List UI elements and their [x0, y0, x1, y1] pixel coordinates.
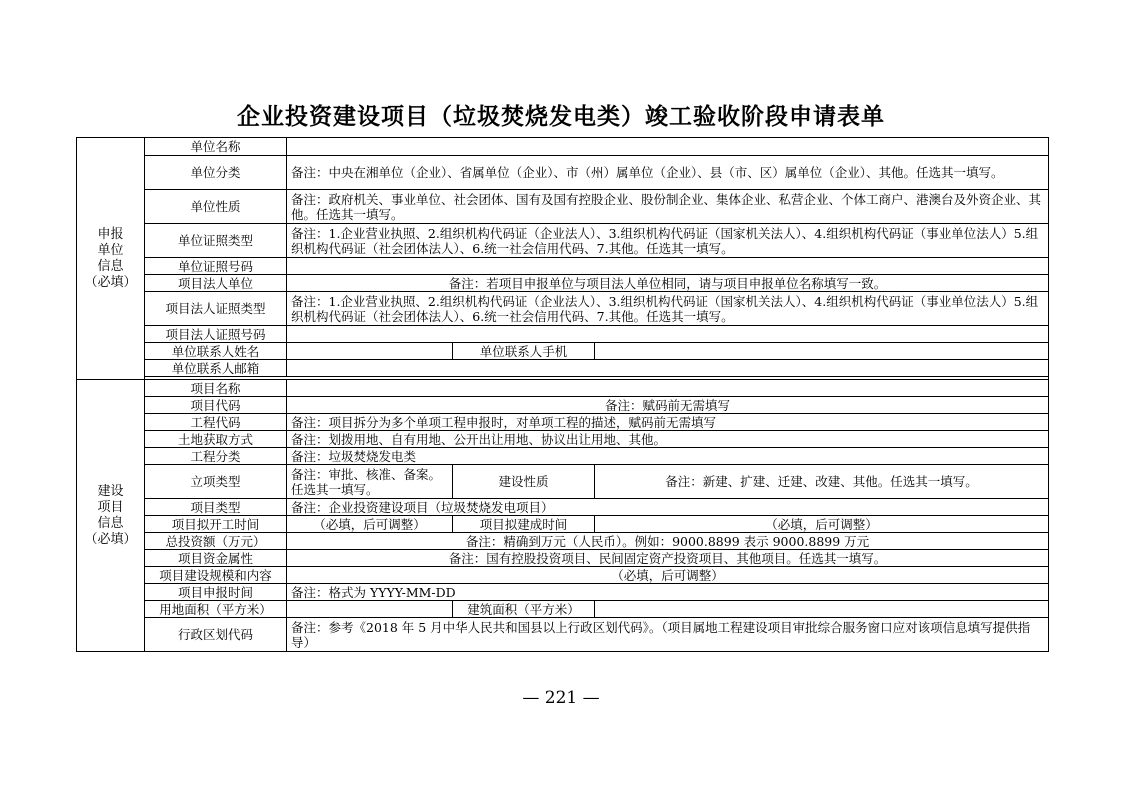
row-unit-nature	[77, 190, 1049, 224]
field-scale-content[interactable]: （必填，后可调整）	[287, 567, 1049, 584]
application-form-table	[76, 137, 1049, 652]
row-legal-unit	[77, 275, 1049, 292]
label-legal-cert-type: 项目法人证照类型	[145, 292, 287, 326]
label-unit-category: 单位分类	[145, 156, 287, 190]
label-unit-nature: 单位性质	[145, 190, 287, 224]
field-start-time[interactable]: （必填，后可调整）	[287, 516, 453, 533]
field-apply-time[interactable]: 备注：格式为 YYYY-MM-DD	[287, 584, 1049, 601]
field-land-area[interactable]	[287, 601, 453, 618]
label-unit-name: 单位名称	[145, 138, 287, 156]
row-unit-category	[77, 156, 1049, 190]
field-project-type[interactable]: 备注：企业投资建设项目（垃圾焚烧发电项目）	[287, 499, 1049, 516]
label-total-investment: 总投资额（万元）	[145, 533, 287, 550]
label-engineering-category: 工程分类	[145, 448, 287, 465]
row-start-time	[77, 516, 1049, 533]
section-applicant-line: 单位	[97, 242, 124, 258]
label-project-name: 项目名称	[145, 380, 287, 397]
section-project-line: 建设	[97, 483, 124, 499]
row-land-area	[77, 601, 1049, 618]
label-scale-content: 项目建设规模和内容	[145, 567, 287, 584]
row-engineering-category	[77, 448, 1049, 465]
field-legal-cert-no[interactable]	[287, 326, 1049, 343]
field-contact-phone[interactable]	[595, 343, 1049, 360]
row-total-investment	[77, 533, 1049, 550]
row-contact	[77, 343, 1049, 360]
row-unit-cert-type	[77, 224, 1049, 258]
label-legal-cert-no: 项目法人证照号码	[145, 326, 287, 343]
section-project-line: 信息	[97, 515, 124, 531]
label-project-type: 项目类型	[145, 499, 287, 516]
field-engineering-code[interactable]: 备注：项目拆分为多个单项工程申报时，对单项工程的描述，赋码前无需填写	[287, 414, 1049, 431]
row-engineering-code	[77, 414, 1049, 431]
label-land-method: 土地获取方式	[145, 431, 287, 448]
field-unit-nature[interactable]: 备注：政府机关、事业单位、社会团体、国有及国有控股企业、股份制企业、集体企业、私营企业、个体工商户、港澳台及外资企业、其他。任选其一填写。	[287, 190, 1049, 224]
field-legal-unit[interactable]: 备注：若项目申报单位与项目法人单位相同，请与项目申报单位名称填写一致。	[287, 275, 1049, 292]
field-admin-code[interactable]: 备注：参考《2018 年 5 月中华人民共和国县以上行政区划代码》。（项目属地工程建设项目审批综合服务窗口应对该项信息填写提供指导）	[287, 618, 1049, 652]
field-engineering-category[interactable]: 备注：垃圾焚烧发电类	[287, 448, 1049, 465]
row-project-type	[77, 499, 1049, 516]
label-building-area: 建筑面积（平方米）	[453, 601, 595, 618]
label-completion-time: 项目拟建成时间	[453, 516, 595, 533]
row-legal-cert-type	[77, 292, 1049, 326]
row-unit-cert-no	[77, 258, 1049, 275]
label-unit-cert-no: 单位证照号码	[145, 258, 287, 275]
section-project-line: 项目	[97, 499, 124, 515]
page-number: — 221 —	[522, 688, 600, 708]
field-legal-cert-type[interactable]: 备注：1.企业营业执照、2.组织机构代码证（企业法人）、3.组织机构代码证（国家机关法人）、4.组织机构代码证（事业单位法人）5.组织机构代码证（社会团体法人）、6.统一社会信用代码、7.其他。任选其一填写。	[287, 292, 1049, 326]
label-land-area: 用地面积（平方米）	[145, 601, 287, 618]
field-approval-type[interactable]: 备注：审批、核准、备案。任选其一填写。	[287, 465, 453, 499]
row-scale-content	[77, 567, 1049, 584]
label-construction-nature: 建设性质	[453, 465, 595, 499]
section-applicant-line: （必填）	[84, 274, 137, 290]
label-apply-time: 项目申报时间	[145, 584, 287, 601]
row-legal-cert-no	[77, 326, 1049, 343]
field-construction-nature[interactable]: 备注：新建、扩建、迁建、改建、其他。任选其一填写。	[595, 465, 1049, 499]
field-contact-name[interactable]	[287, 343, 453, 360]
field-unit-cert-type[interactable]: 备注：1.企业营业执照、2.组织机构代码证（企业法人）、3.组织机构代码证（国家机关法人）、4.组织机构代码证（事业单位法人）5.组织机构代码证（社会团体法人）、6.统一社会信用代码、7.其他。任选其一填写。	[287, 224, 1049, 258]
field-land-method[interactable]: 备注：划拨用地、自有用地、公开出让用地、协议出让用地、其他。	[287, 431, 1049, 448]
label-approval-type: 立项类型	[145, 465, 287, 499]
field-building-area[interactable]	[595, 601, 1049, 618]
row-unit-name	[77, 138, 1049, 156]
field-completion-time[interactable]: （必填，后可调整）	[595, 516, 1049, 533]
label-contact-email: 单位联系人邮箱	[145, 360, 287, 377]
row-apply-time	[77, 584, 1049, 601]
field-fund-attribute[interactable]: 备注：国有控股投资项目、民间固定资产投资项目、其他项目。任选其一填写。	[287, 550, 1049, 567]
field-unit-cert-no[interactable]	[287, 258, 1049, 275]
row-land-method	[77, 431, 1049, 448]
label-engineering-code: 工程代码	[145, 414, 287, 431]
row-approval-type	[77, 465, 1049, 499]
row-project-code	[77, 397, 1049, 414]
section-applicant-line: 信息	[97, 258, 124, 274]
row-admin-code	[77, 618, 1049, 652]
field-total-investment[interactable]: 备注：精确到万元（人民币）。例如：9000.8899 表示 9000.8899 万元	[287, 533, 1049, 550]
field-project-name[interactable]	[287, 380, 1049, 397]
section-project-line: （必填）	[84, 531, 137, 547]
field-unit-category[interactable]: 备注：中央在湘单位（企业）、省属单位（企业）、市（州）属单位（企业）、县（市、区）属单位（企业）、其他。任选其一填写。	[287, 156, 1049, 190]
label-contact-phone: 单位联系人手机	[453, 343, 595, 360]
label-unit-cert-type: 单位证照类型	[145, 224, 287, 258]
label-admin-code: 行政区划代码	[145, 618, 287, 652]
label-start-time: 项目拟开工时间	[145, 516, 287, 533]
label-contact-name: 单位联系人姓名	[145, 343, 287, 360]
field-unit-name[interactable]	[287, 138, 1049, 156]
label-legal-unit: 项目法人单位	[145, 275, 287, 292]
field-contact-email[interactable]	[287, 360, 1049, 377]
row-contact-email	[77, 360, 1049, 377]
label-fund-attribute: 项目资金属性	[145, 550, 287, 567]
section-applicant	[77, 138, 145, 380]
section-project	[77, 380, 145, 652]
row-fund-attribute	[77, 550, 1049, 567]
label-project-code: 项目代码	[145, 397, 287, 414]
row-project-name	[77, 380, 1049, 397]
section-applicant-line: 申报	[97, 226, 124, 242]
field-project-code[interactable]: 备注：赋码前无需填写	[287, 397, 1049, 414]
page-title: 企业投资建设项目（垃圾焚烧发电类）竣工验收阶段申请表单	[237, 103, 885, 130]
